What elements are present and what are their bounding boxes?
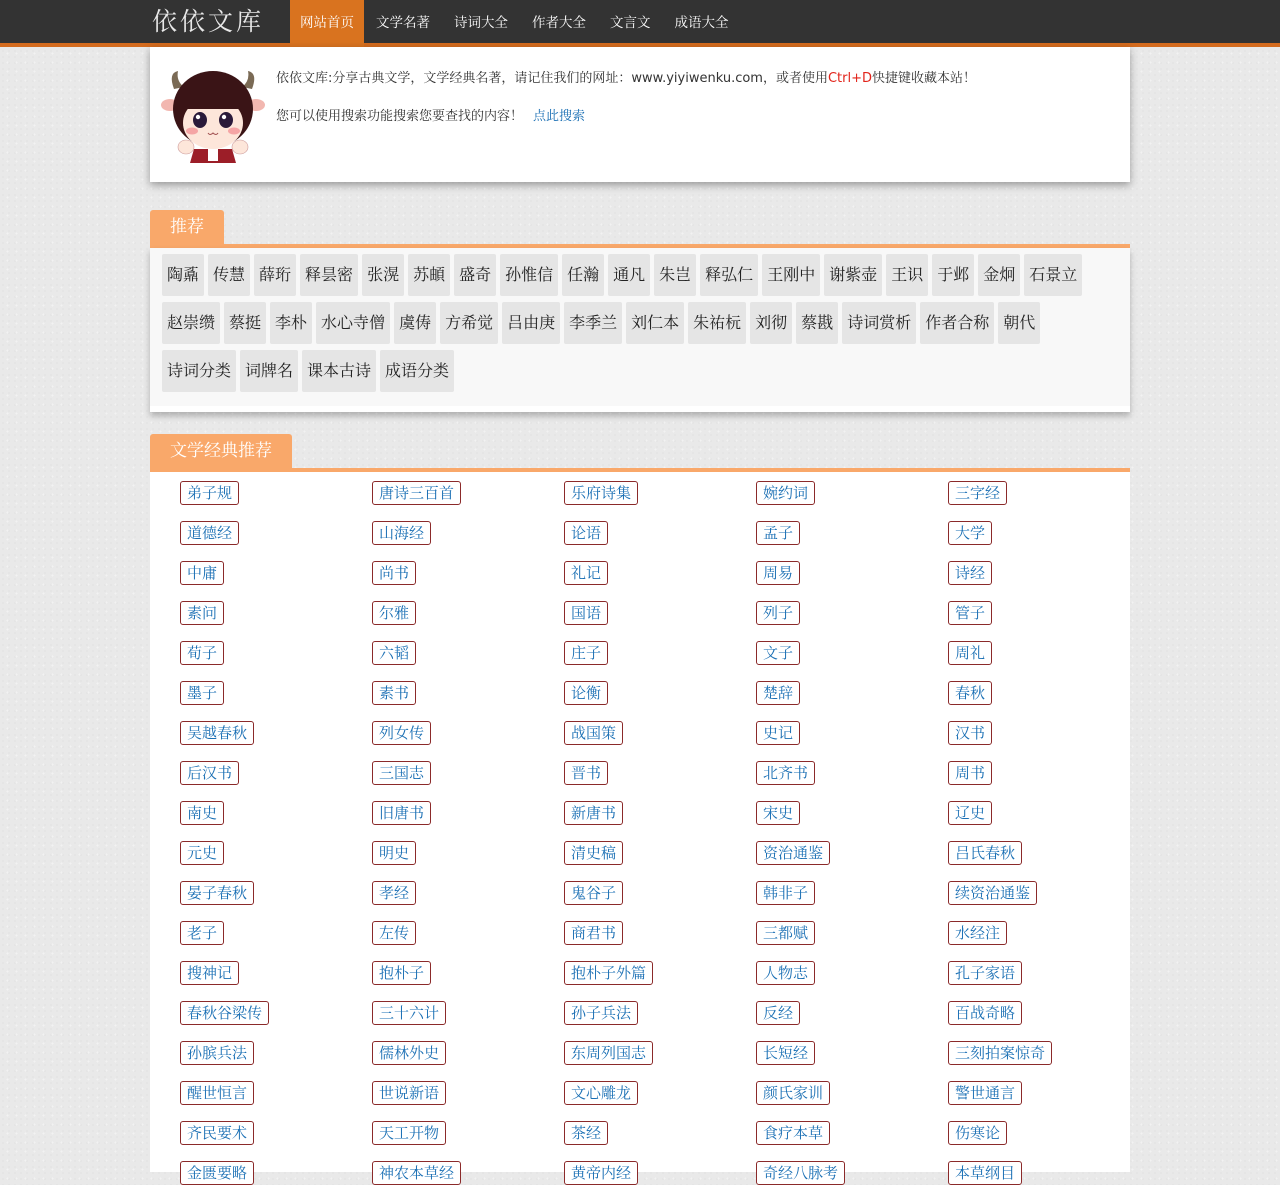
- book-cell: [756, 561, 948, 585]
- book-link[interactable]: 水经注: [948, 921, 1007, 945]
- book-cell: [180, 801, 372, 825]
- book-cell: [756, 1041, 948, 1065]
- book-link[interactable]: 孔子家语: [948, 961, 1022, 985]
- book-cell: [948, 881, 1140, 905]
- book-cell: [564, 641, 756, 665]
- recommend-tag[interactable]: 王刚中: [762, 254, 820, 296]
- book-cell: [372, 841, 564, 865]
- book-link[interactable]: 素书: [372, 681, 416, 705]
- book-cell: [372, 761, 564, 785]
- book-link[interactable]: 晏子春秋: [180, 881, 254, 905]
- nav-poetry[interactable]: 诗词大全: [454, 15, 508, 31]
- book-link[interactable]: 晋书: [564, 761, 608, 785]
- recommend-tag[interactable]: 孙惟信: [500, 254, 558, 296]
- book-cell: [180, 521, 372, 545]
- recommend-tag[interactable]: 作者合称: [920, 302, 994, 344]
- recommend-tag[interactable]: 诗词分类: [162, 350, 236, 392]
- book-cell: [180, 961, 372, 985]
- book-cell: [948, 481, 1140, 505]
- book-cell: [756, 921, 948, 945]
- top-nav-bar: [0, 0, 1280, 47]
- book-cell: [756, 641, 948, 665]
- book-link[interactable]: 乐府诗集: [564, 481, 638, 505]
- book-cell: [948, 1001, 1140, 1025]
- book-link[interactable]: 吕氏春秋: [948, 841, 1022, 865]
- book-link[interactable]: 天工开物: [372, 1121, 446, 1145]
- book-cell: [372, 881, 564, 905]
- book-cell: [948, 1121, 1140, 1145]
- book-link[interactable]: 人物志: [756, 961, 815, 985]
- book-link[interactable]: 齐民要术: [180, 1121, 254, 1145]
- book-link[interactable]: 三刻拍案惊奇: [948, 1041, 1052, 1065]
- recommend-tag[interactable]: 王识: [886, 254, 928, 296]
- book-link[interactable]: 唐诗三百首: [372, 481, 461, 505]
- recommend-tag[interactable]: 释弘仁: [700, 254, 758, 296]
- recommend-tag[interactable]: 薛珩: [254, 254, 296, 296]
- book-link[interactable]: 周易: [756, 561, 800, 585]
- book-link[interactable]: 孝经: [372, 881, 416, 905]
- book-link[interactable]: 颜氏家训: [756, 1081, 830, 1105]
- book-cell: [948, 681, 1140, 705]
- recommend-tag[interactable]: 李朴: [270, 302, 312, 344]
- book-cell: [180, 641, 372, 665]
- book-cell: [756, 841, 948, 865]
- book-cell: [756, 1081, 948, 1105]
- book-cell: [948, 721, 1140, 745]
- book-cell: [948, 1081, 1140, 1105]
- recommend-tag[interactable]: 金炯: [978, 254, 1020, 296]
- recommend-tag[interactable]: 于邺: [932, 254, 974, 296]
- book-link[interactable]: 孟子: [756, 521, 800, 545]
- book-cell: [372, 481, 564, 505]
- book-link[interactable]: 伤寒论: [948, 1121, 1007, 1145]
- book-cell: [180, 1121, 372, 1145]
- book-link[interactable]: 北齐书: [756, 761, 815, 785]
- book-link[interactable]: 反经: [756, 1001, 800, 1025]
- book-link[interactable]: 老子: [180, 921, 224, 945]
- book-cell: [564, 1041, 756, 1065]
- recommend-section: [150, 210, 1130, 412]
- book-link[interactable]: 素问: [180, 601, 224, 625]
- book-link[interactable]: 辽史: [948, 801, 992, 825]
- classics-title: 文学经典推荐: [150, 434, 292, 468]
- recommend-title: 推荐: [150, 210, 224, 244]
- recommend-tag[interactable]: 成语分类: [380, 350, 454, 392]
- recommend-tag[interactable]: 朱祐杬: [688, 302, 746, 344]
- recommend-tag[interactable]: 张滉: [362, 254, 404, 296]
- recommend-tag[interactable]: 方希觉: [440, 302, 498, 344]
- book-cell: [948, 841, 1140, 865]
- book-link[interactable]: 论衡: [564, 681, 608, 705]
- book-cell: [372, 641, 564, 665]
- recommend-tag[interactable]: 诗词赏析: [842, 302, 916, 344]
- intro-line-2: 您可以使用搜索功能搜索您要查找的内容！ 点此搜索: [276, 109, 586, 124]
- book-link[interactable]: 礼记: [564, 561, 608, 585]
- book-link[interactable]: 楚辞: [756, 681, 800, 705]
- recommend-tag[interactable]: 词牌名: [240, 350, 298, 392]
- recommend-tag[interactable]: 传慧: [208, 254, 250, 296]
- nav-authors[interactable]: 作者大全: [532, 15, 586, 31]
- book-link[interactable]: 尔雅: [372, 601, 416, 625]
- book-link[interactable]: 三国志: [372, 761, 431, 785]
- book-cell: [372, 721, 564, 745]
- book-cell: [180, 481, 372, 505]
- book-link[interactable]: 清史稿: [564, 841, 623, 865]
- book-cell: [948, 761, 1140, 785]
- book-link[interactable]: 元史: [180, 841, 224, 865]
- book-cell: [948, 921, 1140, 945]
- book-cell: [756, 1161, 948, 1185]
- classics-section: [150, 434, 1130, 1182]
- book-cell: [564, 841, 756, 865]
- book-link[interactable]: 资治通鉴: [756, 841, 830, 865]
- book-cell: [180, 1041, 372, 1065]
- main-nav: [290, 0, 741, 43]
- book-cell: [372, 521, 564, 545]
- book-link[interactable]: 世说新语: [372, 1081, 446, 1105]
- book-link[interactable]: 史记: [756, 721, 800, 745]
- recommend-tag[interactable]: 刘仁本: [626, 302, 684, 344]
- book-link[interactable]: 长短经: [756, 1041, 815, 1065]
- book-link[interactable]: 国语: [564, 601, 608, 625]
- book-cell: [180, 721, 372, 745]
- book-cell: [372, 1081, 564, 1105]
- book-link[interactable]: 六韬: [372, 641, 416, 665]
- book-cell: [948, 801, 1140, 825]
- book-link[interactable]: 荀子: [180, 641, 224, 665]
- recommend-tag[interactable]: 朱岂: [654, 254, 696, 296]
- book-cell: [564, 881, 756, 905]
- book-cell: [372, 961, 564, 985]
- book-link[interactable]: 抱朴子: [372, 961, 431, 985]
- book-cell: [756, 601, 948, 625]
- book-link[interactable]: 金匮要略: [180, 1161, 254, 1185]
- book-link[interactable]: 三字经: [948, 481, 1007, 505]
- book-cell: [180, 841, 372, 865]
- recommend-tag[interactable]: 盛奇: [454, 254, 496, 296]
- book-cell: [564, 961, 756, 985]
- book-cell: [756, 1001, 948, 1025]
- book-cell: [756, 761, 948, 785]
- book-cell: [180, 921, 372, 945]
- book-link[interactable]: 东周列国志: [564, 1041, 653, 1065]
- book-cell: [564, 681, 756, 705]
- book-cell: [372, 1161, 564, 1185]
- book-cell: [564, 1121, 756, 1145]
- recommend-tag[interactable]: 刘彻: [750, 302, 792, 344]
- book-cell: [180, 761, 372, 785]
- book-link[interactable]: 论语: [564, 521, 608, 545]
- classics-grid: [150, 472, 1130, 1182]
- book-link[interactable]: 春秋谷梁传: [180, 1001, 269, 1025]
- search-link[interactable]: 点此搜索: [533, 109, 586, 124]
- book-link[interactable]: 尚书: [372, 561, 416, 585]
- book-link[interactable]: 春秋: [948, 681, 992, 705]
- book-cell: [564, 601, 756, 625]
- book-link[interactable]: 儒林外史: [372, 1041, 446, 1065]
- bookmark-hotkey: Ctrl+D: [827, 71, 873, 86]
- book-link[interactable]: 周书: [948, 761, 992, 785]
- book-cell: [948, 521, 1140, 545]
- book-link[interactable]: 本草纲目: [948, 1161, 1022, 1185]
- book-cell: [372, 561, 564, 585]
- recommend-tag[interactable]: 虞俦: [394, 302, 436, 344]
- book-cell: [180, 1001, 372, 1025]
- book-link[interactable]: 孙子兵法: [564, 1001, 638, 1025]
- book-link[interactable]: 南史: [180, 801, 224, 825]
- book-link[interactable]: 三都赋: [756, 921, 815, 945]
- book-cell: [756, 881, 948, 905]
- recommend-tag[interactable]: 通凡: [608, 254, 650, 296]
- book-link[interactable]: 周礼: [948, 641, 992, 665]
- book-link[interactable]: 诗经: [948, 561, 992, 585]
- book-link[interactable]: 列女传: [372, 721, 431, 745]
- book-cell: [564, 481, 756, 505]
- book-link[interactable]: 道德经: [180, 521, 239, 545]
- book-cell: [948, 601, 1140, 625]
- nav-home[interactable]: 网站首页: [290, 0, 364, 47]
- book-cell: [948, 961, 1140, 985]
- book-link[interactable]: 文子: [756, 641, 800, 665]
- book-cell: [564, 1001, 756, 1025]
- book-link[interactable]: 奇经八脉考: [756, 1161, 845, 1185]
- book-link[interactable]: 左传: [372, 921, 416, 945]
- recommend-tag[interactable]: 课本古诗: [302, 350, 376, 392]
- recommend-tag[interactable]: 吕由庚: [502, 302, 560, 344]
- book-link[interactable]: 吴越春秋: [180, 721, 254, 745]
- book-cell: [564, 761, 756, 785]
- book-cell: [372, 1121, 564, 1145]
- book-link[interactable]: 中庸: [180, 561, 224, 585]
- book-cell: [564, 561, 756, 585]
- recommend-tags: [150, 248, 1130, 412]
- book-link[interactable]: 三十六计: [372, 1001, 446, 1025]
- book-link[interactable]: 管子: [948, 601, 992, 625]
- book-cell: [756, 1121, 948, 1145]
- book-cell: [564, 721, 756, 745]
- book-link[interactable]: 茶经: [564, 1121, 608, 1145]
- book-link[interactable]: 警世通言: [948, 1081, 1022, 1105]
- book-link[interactable]: 醒世恒言: [180, 1081, 254, 1105]
- recommend-tag[interactable]: 蔡戡: [796, 302, 838, 344]
- book-cell: [180, 561, 372, 585]
- book-link[interactable]: 大学: [948, 521, 992, 545]
- book-link[interactable]: 韩非子: [756, 881, 815, 905]
- book-cell: [564, 921, 756, 945]
- book-link[interactable]: 商君书: [564, 921, 623, 945]
- book-link[interactable]: 婉约词: [756, 481, 815, 505]
- book-link[interactable]: 明史: [372, 841, 416, 865]
- book-cell: [180, 601, 372, 625]
- book-link[interactable]: 神农本草经: [372, 1161, 461, 1185]
- book-cell: [564, 1081, 756, 1105]
- nav-classics[interactable]: 文学名著: [376, 15, 430, 31]
- book-cell: [564, 801, 756, 825]
- book-link[interactable]: 黄帝内经: [564, 1161, 638, 1185]
- book-cell: [180, 681, 372, 705]
- book-link[interactable]: 旧唐书: [372, 801, 431, 825]
- book-cell: [180, 881, 372, 905]
- book-link[interactable]: 食疗本草: [756, 1121, 830, 1145]
- recommend-tag[interactable]: 赵崇缵: [162, 302, 220, 344]
- book-link[interactable]: 文心雕龙: [564, 1081, 638, 1105]
- book-cell: [180, 1161, 372, 1185]
- book-link[interactable]: 汉书: [948, 721, 992, 745]
- book-link[interactable]: 抱朴子外篇: [564, 961, 653, 985]
- book-cell: [756, 521, 948, 545]
- book-link[interactable]: 新唐书: [564, 801, 623, 825]
- book-cell: [564, 1161, 756, 1185]
- book-link[interactable]: 战国策: [564, 721, 623, 745]
- recommend-tag[interactable]: 李季兰: [564, 302, 622, 344]
- book-link[interactable]: 列子: [756, 601, 800, 625]
- book-cell: [756, 801, 948, 825]
- book-link[interactable]: 搜神记: [180, 961, 239, 985]
- intro-panel: [150, 47, 1130, 182]
- book-link[interactable]: 山海经: [372, 521, 431, 545]
- recommend-tag[interactable]: 任瀚: [562, 254, 604, 296]
- intro-line-1: 依依文库:分享古典文学，文学经典名著，请记住我们的网址：www.yiyiwenku.com，或者使用Ctrl+D快捷键收藏本站！: [276, 71, 977, 86]
- book-link[interactable]: 庄子: [564, 641, 608, 665]
- book-cell: [948, 1041, 1140, 1065]
- book-cell: [564, 521, 756, 545]
- book-link[interactable]: 续资治通鉴: [948, 881, 1037, 905]
- book-cell: [948, 641, 1140, 665]
- book-cell: [372, 601, 564, 625]
- book-link[interactable]: 墨子: [180, 681, 224, 705]
- book-link[interactable]: 后汉书: [180, 761, 239, 785]
- site-logo[interactable]: 依依文库: [152, 7, 265, 36]
- book-cell: [756, 481, 948, 505]
- book-cell: [948, 1161, 1140, 1185]
- recommend-tag[interactable]: 陶鼒: [162, 254, 204, 296]
- recommend-tag[interactable]: 水心寺僧: [316, 302, 390, 344]
- nav-classical-chinese[interactable]: 文言文: [610, 15, 651, 31]
- book-cell: [180, 1081, 372, 1105]
- book-link[interactable]: 宋史: [756, 801, 800, 825]
- recommend-tag[interactable]: 苏頔: [408, 254, 450, 296]
- mascot-avatar: [160, 67, 266, 163]
- nav-idioms[interactable]: 成语大全: [674, 15, 729, 31]
- recommend-tag[interactable]: 释昙密: [300, 254, 358, 296]
- recommend-tag[interactable]: 谢紫壶: [824, 254, 882, 296]
- recommend-tag[interactable]: 石景立: [1024, 254, 1082, 296]
- book-cell: [756, 961, 948, 985]
- book-link[interactable]: 百战奇略: [948, 1001, 1022, 1025]
- book-cell: [372, 921, 564, 945]
- book-cell: [372, 681, 564, 705]
- book-link[interactable]: 鬼谷子: [564, 881, 623, 905]
- book-link[interactable]: 弟子规: [180, 481, 239, 505]
- book-link[interactable]: 孙膑兵法: [180, 1041, 254, 1065]
- recommend-tag[interactable]: 蔡挺: [224, 302, 266, 344]
- book-cell: [372, 1041, 564, 1065]
- recommend-tag[interactable]: 朝代: [998, 302, 1040, 344]
- book-cell: [372, 801, 564, 825]
- book-cell: [948, 561, 1140, 585]
- book-cell: [756, 681, 948, 705]
- book-cell: [756, 721, 948, 745]
- book-cell: [372, 1001, 564, 1025]
